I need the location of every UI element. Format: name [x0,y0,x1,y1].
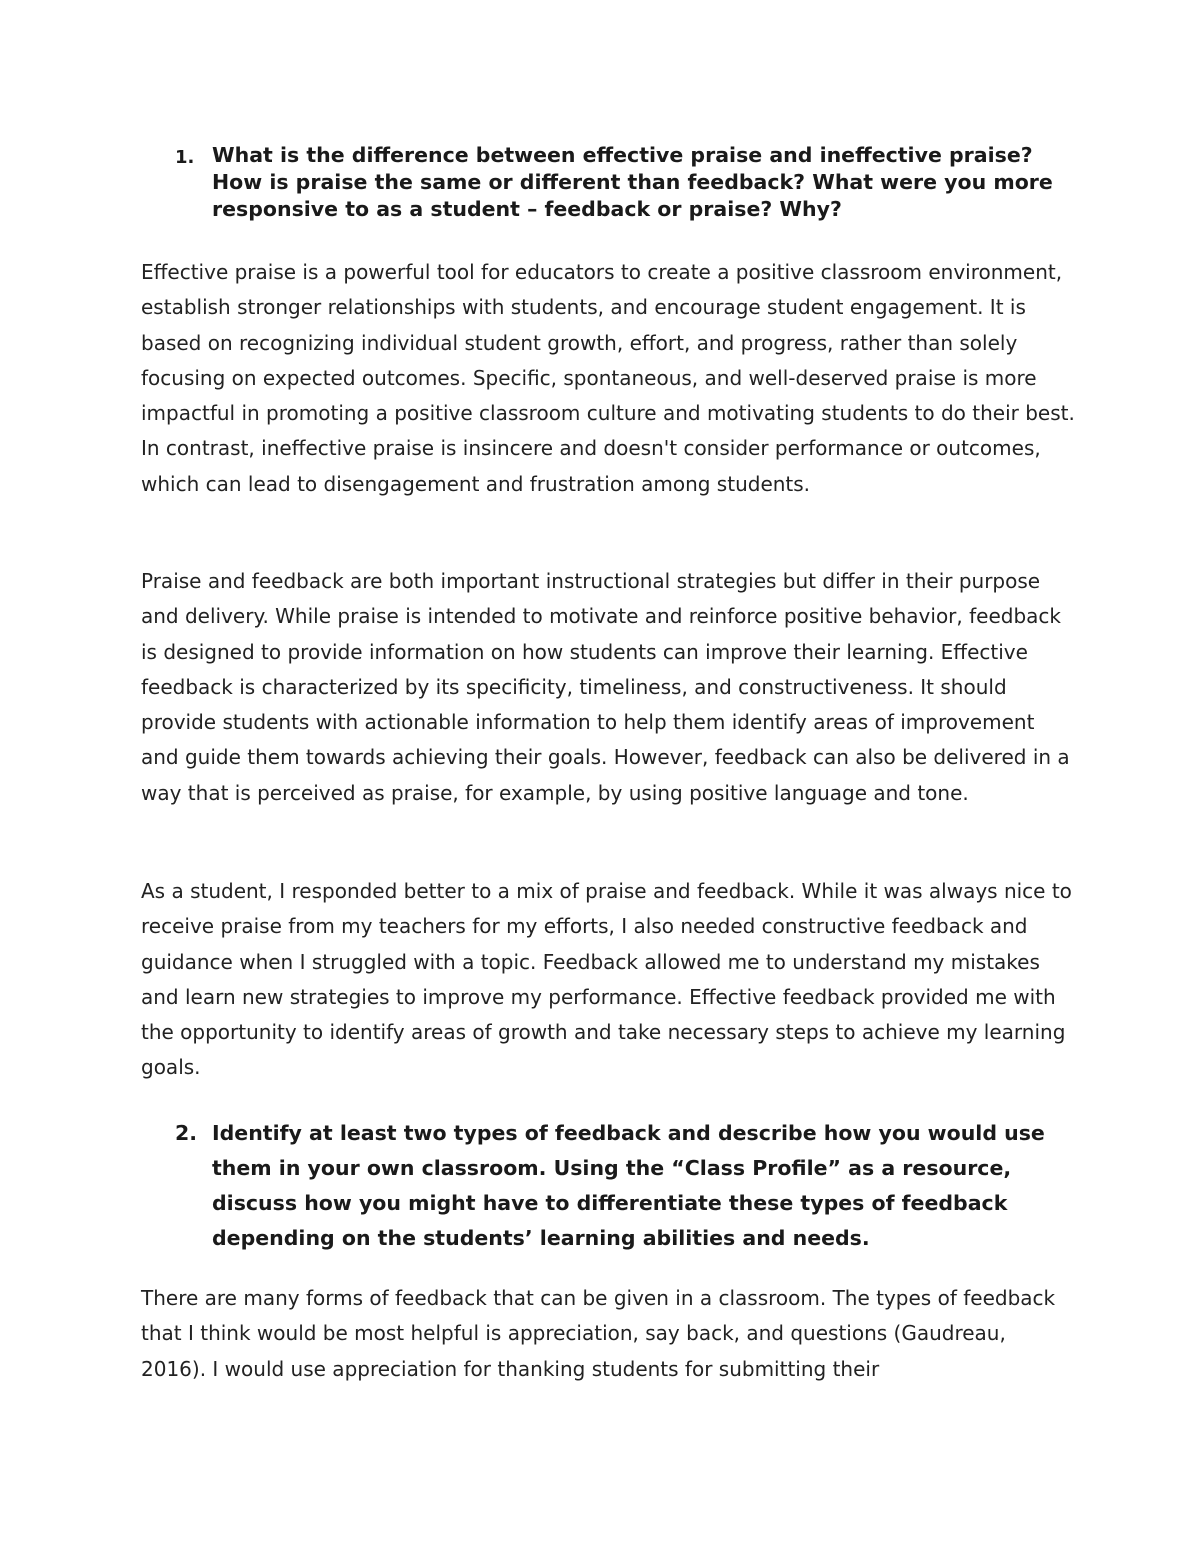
answer-paragraph-2: Praise and feedback are both important instructional strategies but differ in their purpose and delivery. While praise is intended to motivate and reinforce positive behavior, feedback is designed to provide information on how students can improve their learning. Effective feedback is characterized by its specificity, timeliness, and constructiveness. It should provide students with actionable information to help them identify areas of improvement and guide them towards achieving their goals. However, feedback can also be delivered in a way that is perceived as praise, for example, by using positive language and tone. [141,569,1070,805]
question-1-text: What is the difference between effective praise and ineffective praise? How is praise the same or different than feedback? What were you more responsive to as a student – feedback or praise? Why? [212,143,1053,221]
question-2-text: Identify at least two types of feedback and describe how you would use them in your own classroom. Using the “Class Profile” as a resource, discuss how you might have to differentiate these types of feedback depending on the students’ learning abilities and needs. [212,1121,1045,1250]
question-2 [175,1116,1055,1256]
answer-paragraph-1: Effective praise is a powerful tool for educators to create a positive classroom environment, establish stronger relationships with students, and encourage student engagement. It is based on recognizing individual student growth, effort, and progress, rather than solely focusing on expected outcomes. Specific, spontaneous, and well-deserved praise is more impactful in promoting a positive classroom culture and motivating students to do their best. In contrast, ineffective praise is insincere and doesn't consider performance or outcomes, which can lead to disengagement and frustration among students. [141,260,1075,496]
question-1-number: 1. [175,147,195,168]
question-2-number: 2. [175,1121,198,1145]
answer-paragraph-3: As a student, I responded better to a mix of praise and feedback. While it was always nice to receive praise from my teachers for my efforts, I also needed constructive feedback and guidance when I struggled with a topic. Feedback allowed me to understand my mistakes and learn new strategies to improve my performance. Effective feedback provided me with the opportunity to identify areas of growth and take necessary steps to achieve my learning goals. [141,879,1072,1080]
question-1 [175,142,1075,223]
answer-paragraph-4: There are many forms of feedback that can be given in a classroom. The types of feedback that I think would be most helpful is appreciation, say back, and questions (Gaudreau, 2016). I would use appreciation for thanking students for submitting their [141,1286,1056,1381]
